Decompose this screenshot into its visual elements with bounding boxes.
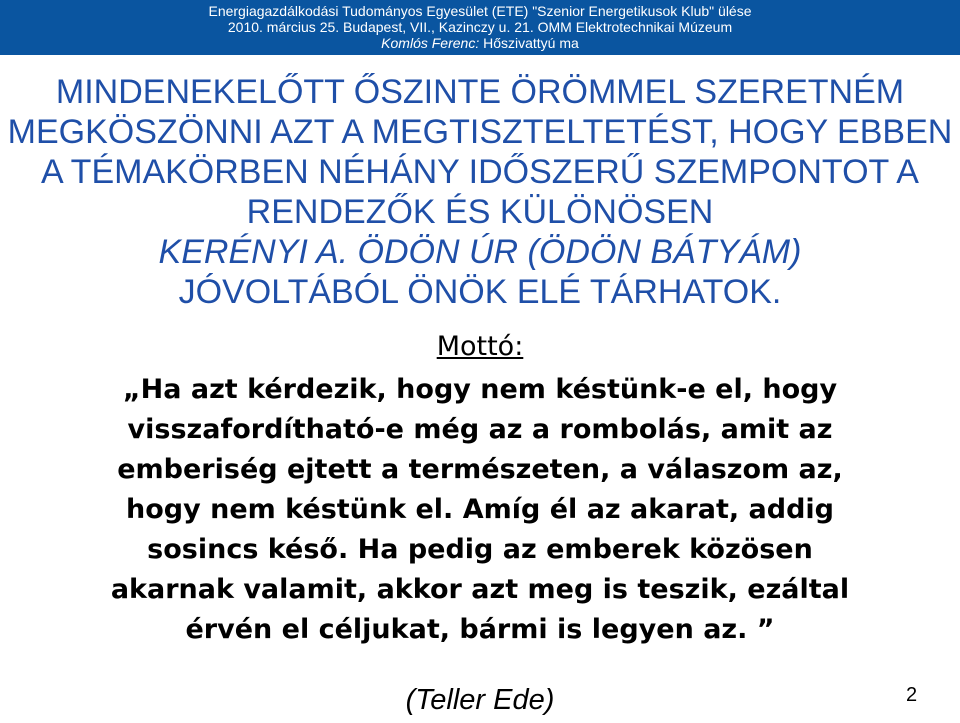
- quote-line: „Ha azt kérdezik, hogy nem késtünk-e el, hogy: [122, 374, 838, 405]
- motto-title: Mottó:: [436, 331, 524, 362]
- motto-quote: [0, 370, 960, 650]
- quote-line: hogy nem késtünk el. Amíg él az akarat, addig: [126, 494, 834, 525]
- quote-line: emberiség ejtett a természeten, a válaszom az,: [117, 454, 843, 485]
- quote-line: akarnak valamit, akkor azt meg is teszik, ezáltal: [110, 574, 850, 605]
- header-organization: Energiagazdálkodási Tudományos Egyesület (ETE) "Szenior Energetikusok Klub" ülése: [208, 3, 752, 19]
- intro-line: A TÉMAKÖRBEN NÉHÁNY IDŐSZERŰ SZEMPONTOT A: [41, 153, 919, 191]
- header-talk-title: Hőszivattyú ma: [479, 35, 579, 51]
- page-number: 2: [906, 684, 918, 706]
- intro-line: RENDEZŐK ÉS KÜLÖNÖSEN: [246, 193, 714, 231]
- intro-line: JÓVOLTÁBÓL ÖNÖK ELÉ TÁRHATOK.: [178, 273, 782, 311]
- quote-line: sosincs késő. Ha pedig az emberek közösen: [147, 534, 813, 565]
- quote-line: visszafordítható-e még az a rombolás, amit az: [127, 414, 833, 445]
- slide-header: [0, 0, 960, 55]
- header-date-location: 2010. március 25. Budapest, VII., Kazinczy u. 21. OMM Elektrotechnikai Múzeum: [227, 19, 733, 35]
- intro-line: MEGKÖSZÖNNI AZT A MEGTISZTELTETÉST, HOGY EBBEN: [7, 113, 953, 151]
- quote-line: érvén el céljukat, bármi is legyen az. ”: [185, 614, 775, 645]
- header-author-name: Komlós Ferenc:: [381, 35, 480, 51]
- motto-author: (Teller Ede): [405, 684, 555, 716]
- intro-text: [0, 72, 960, 312]
- header-talk: [0, 35, 960, 51]
- intro-line: MINDENEKELŐTT ŐSZINTE ÖRÖMMEL SZERETNÉM: [55, 73, 905, 111]
- intro-line: KERÉNYI A. ÖDÖN ÚR (ÖDÖN BÁTYÁM): [158, 233, 802, 271]
